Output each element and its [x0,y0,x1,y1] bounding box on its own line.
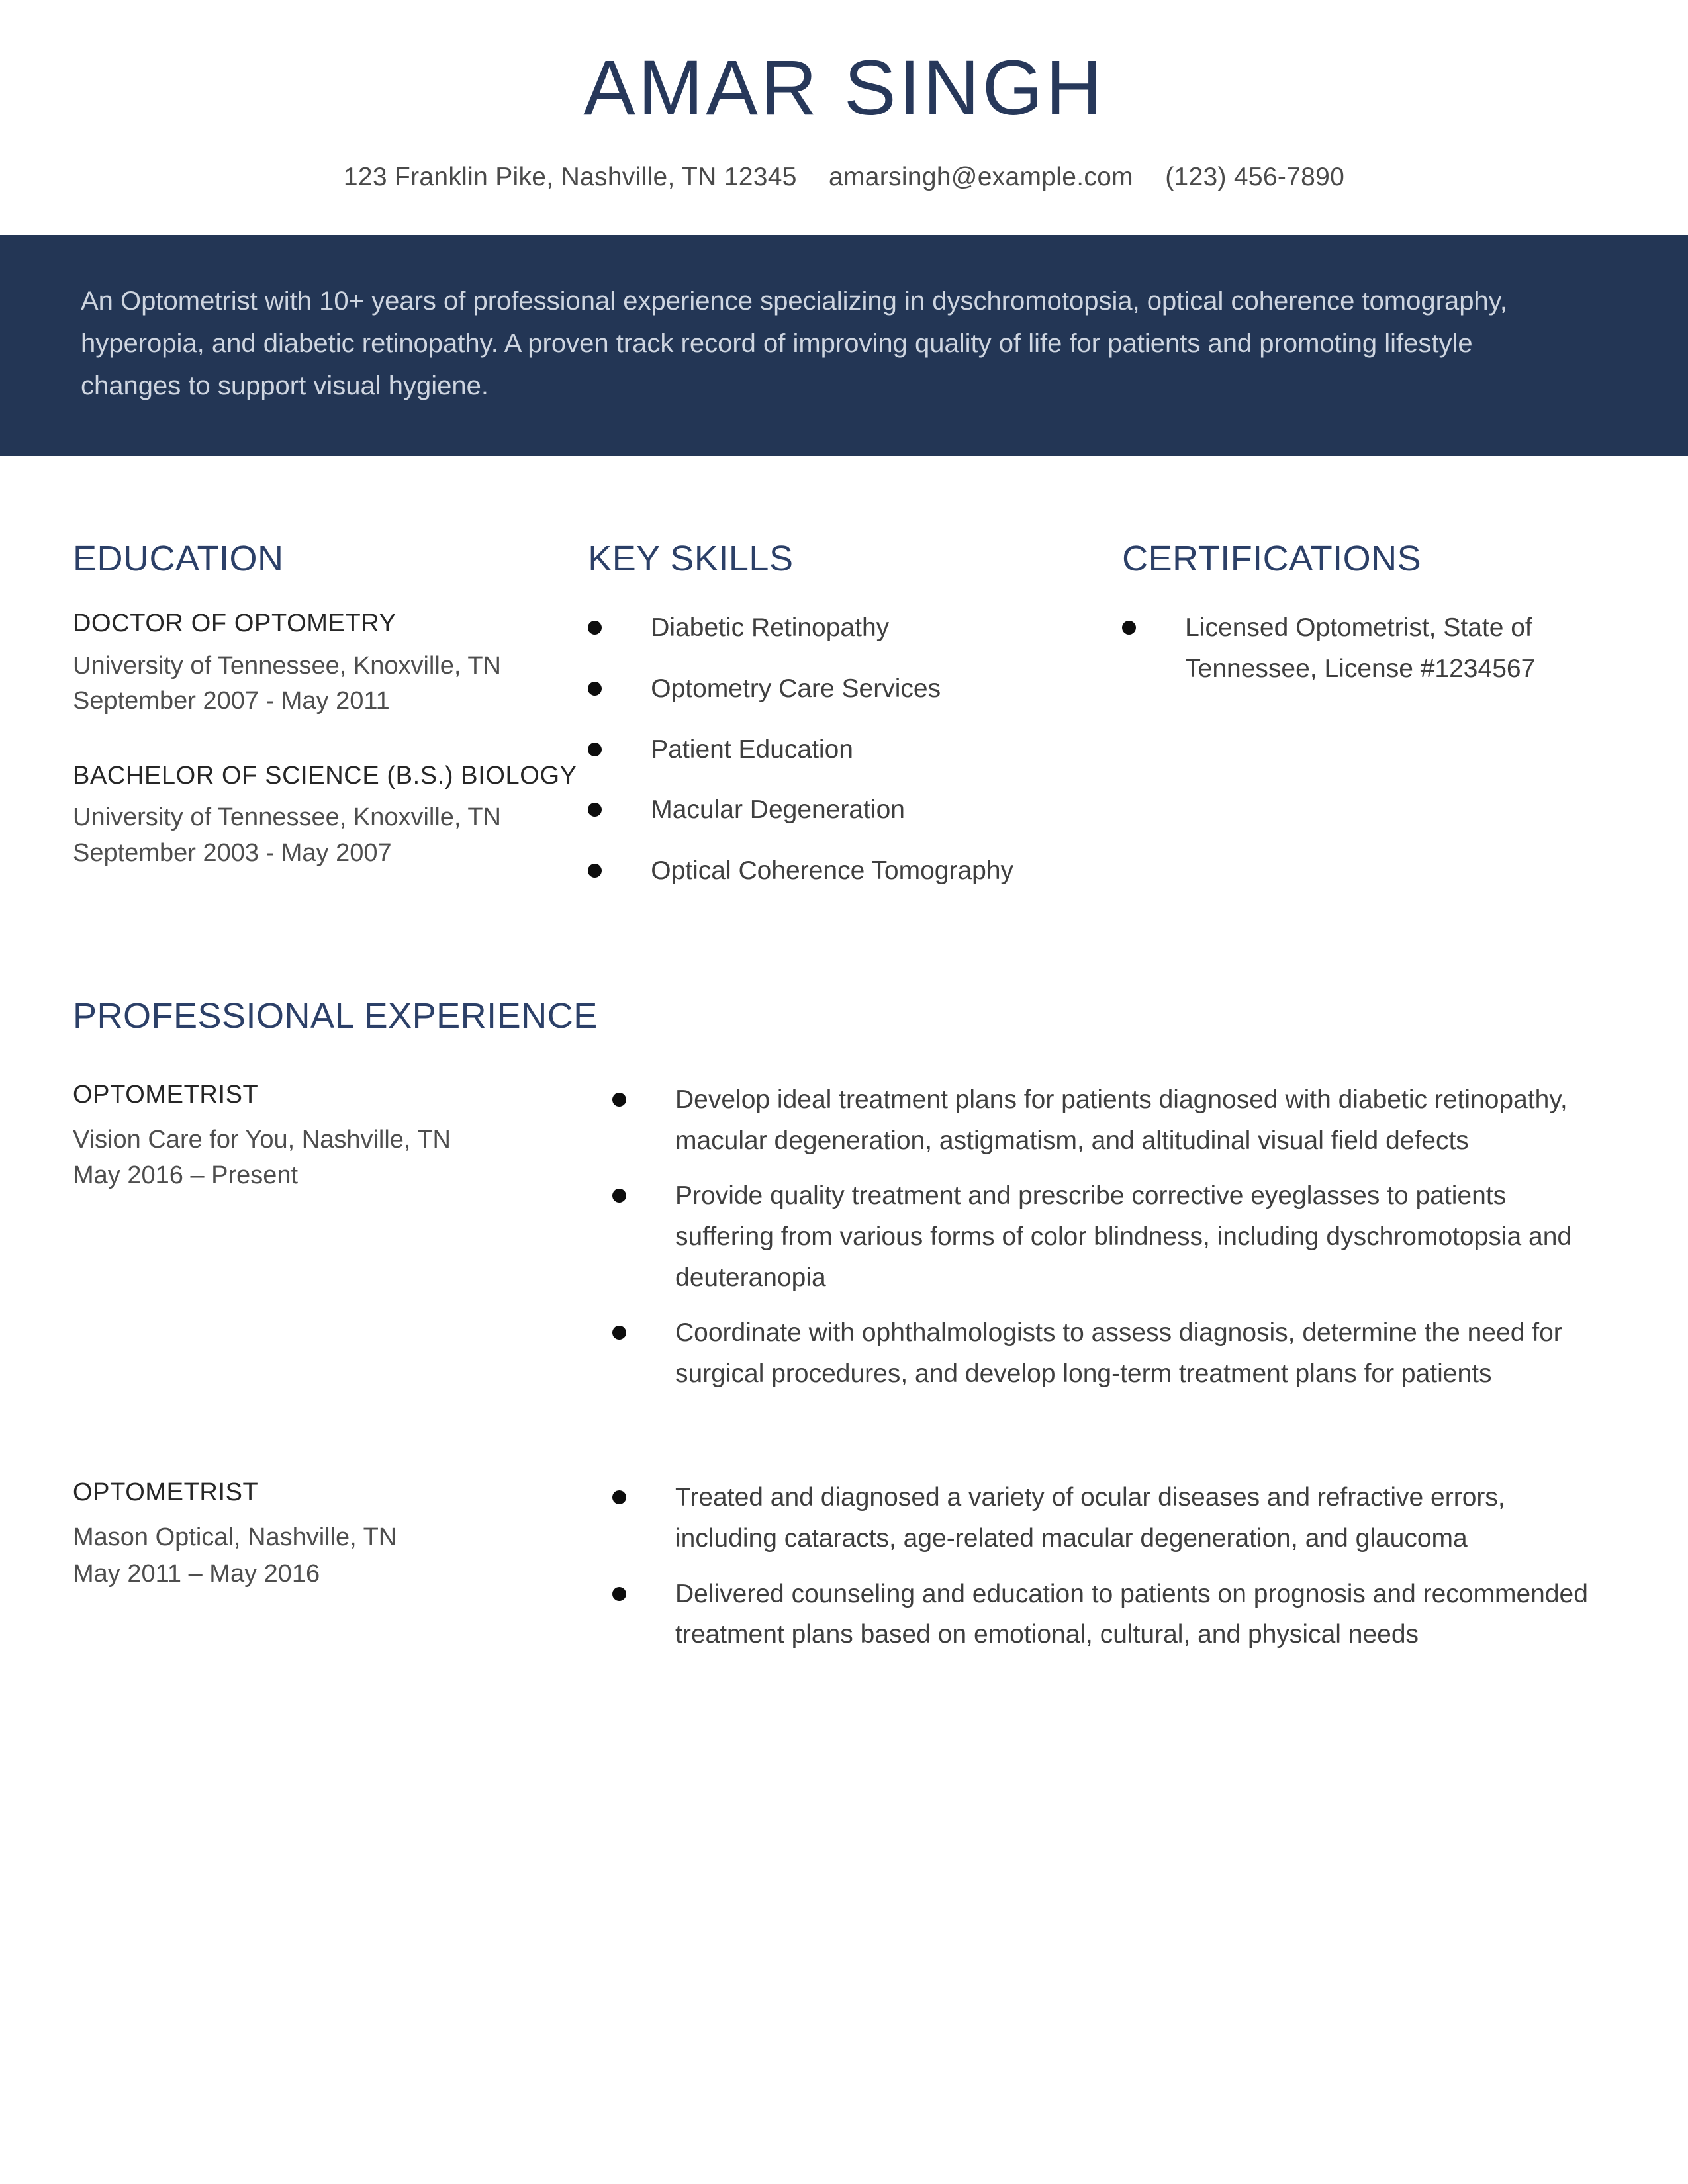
bullet-dot-icon [612,1587,626,1601]
experience-job [73,1477,1615,1669]
education-dates: September 2007 - May 2011 [73,686,390,715]
bullet-dot-icon [1122,621,1136,635]
list-item [612,1574,1592,1655]
key-skill-label: Optical Coherence Tomography [651,856,1014,885]
contact-address: 123 Franklin Pike, Nashville, TN 12345 [343,162,797,191]
contact-line [0,163,1688,192]
three-column-row [0,456,1688,912]
job-company: Vision Care for You, Nashville, TN [73,1125,451,1154]
experience-job [73,1079,1615,1408]
experience-heading: PROFESSIONAL EXPERIENCE [73,995,598,1036]
summary-band [0,235,1688,456]
job-title: OPTOMETRIST [73,1081,259,1109]
key-skill-label: Patient Education [651,735,853,764]
list-item [1122,608,1615,689]
job-bullet-text: Coordinate with ophthalmologists to assess diagnosis, determine the need for surgical procedures, and develop long-term treatment plans for patients [675,1318,1562,1388]
bullet-dot-icon [588,743,602,756]
bullet-dot-icon [612,1490,626,1504]
certification-label: Licensed Optometrist, State of Tennessee, License #1234567 [1185,614,1536,683]
education-dates: September 2003 - May 2007 [73,839,392,867]
list-item [588,668,1122,709]
job-bullet-text: Develop ideal treatment plans for patients diagnosed with diabetic retinopathy, macular degeneration, astigmatism, and altitudinal visual field defects [675,1085,1568,1155]
key-skills-section [588,539,1122,912]
job-details [612,1079,1592,1408]
list-item [612,1312,1592,1394]
education-heading: EDUCATION [73,538,284,578]
education-degree: DOCTOR OF OPTOMETRY [73,610,397,638]
summary-text: An Optometrist with 10+ years of professional experience specializing in dyschromotopsia, optical coherence tomography, hyperopia, and diabetic retinopathy. A proven track record of improving quality of life for patients and promoting lifestyle changes to support visual hygiene. [81,286,1507,400]
certifications-heading: CERTIFICATIONS [1122,538,1422,578]
experience-section [0,912,1688,1670]
certifications-list [1122,608,1615,689]
education-degree: BACHELOR OF SCIENCE (B.S.) BIOLOGY [73,762,577,790]
job-details [612,1477,1592,1669]
contact-phone[interactable]: (123) 456-7890 [1165,162,1345,191]
job-dates: May 2011 – May 2016 [73,1559,320,1588]
key-skill-label: Diabetic Retinopathy [651,614,890,643]
education-item [73,760,588,871]
bullet-dot-icon [612,1093,626,1107]
bullet-dot-icon [612,1326,626,1340]
list-item [612,1079,1592,1161]
job-summary [73,1079,612,1408]
page-title: AMAR SINGH [583,44,1105,132]
bullet-dot-icon [612,1189,626,1203]
job-bullet-text: Treated and diagnosed a variety of ocular diseases and refractive errors, including cataracts, age-related macular degeneration, and glaucoma [675,1483,1505,1553]
bullet-dot-icon [588,621,602,635]
list-item [588,790,1122,831]
job-bullet-text: Delivered counseling and education to patients on prognosis and recommended treatment plans based on emotional, cultural, and physical needs [675,1579,1588,1649]
education-school: University of Tennessee, Knoxville, TN [73,803,502,832]
job-company: Mason Optical, Nashville, TN [73,1523,397,1551]
certifications-section [1122,539,1615,912]
bullet-dot-icon [588,682,602,696]
bullet-dot-icon [588,864,602,878]
job-bullet-list [612,1079,1592,1394]
education-school: University of Tennessee, Knoxville, TN [73,651,502,680]
education-section [73,539,588,912]
key-skills-heading: KEY SKILLS [588,538,794,578]
key-skills-list [588,608,1122,891]
education-item [73,608,588,719]
job-title: OPTOMETRIST [73,1479,259,1507]
list-item [612,1477,1592,1559]
contact-email[interactable]: amarsingh@example.com [829,162,1133,191]
key-skill-label: Macular Degeneration [651,796,905,825]
bullet-dot-icon [588,803,602,817]
list-item [588,729,1122,770]
key-skill-label: Optometry Care Services [651,674,941,703]
resume-header [0,0,1688,192]
list-item [588,850,1122,891]
job-bullet-text: Provide quality treatment and prescribe corrective eyeglasses to patients suffering from various forms of color blindness, including dyschromotopsia and deuteranopia [675,1181,1572,1292]
job-summary [73,1477,612,1669]
job-bullet-list [612,1477,1592,1655]
list-item [612,1175,1592,1298]
list-item [588,608,1122,649]
job-dates: May 2016 – Present [73,1161,299,1190]
